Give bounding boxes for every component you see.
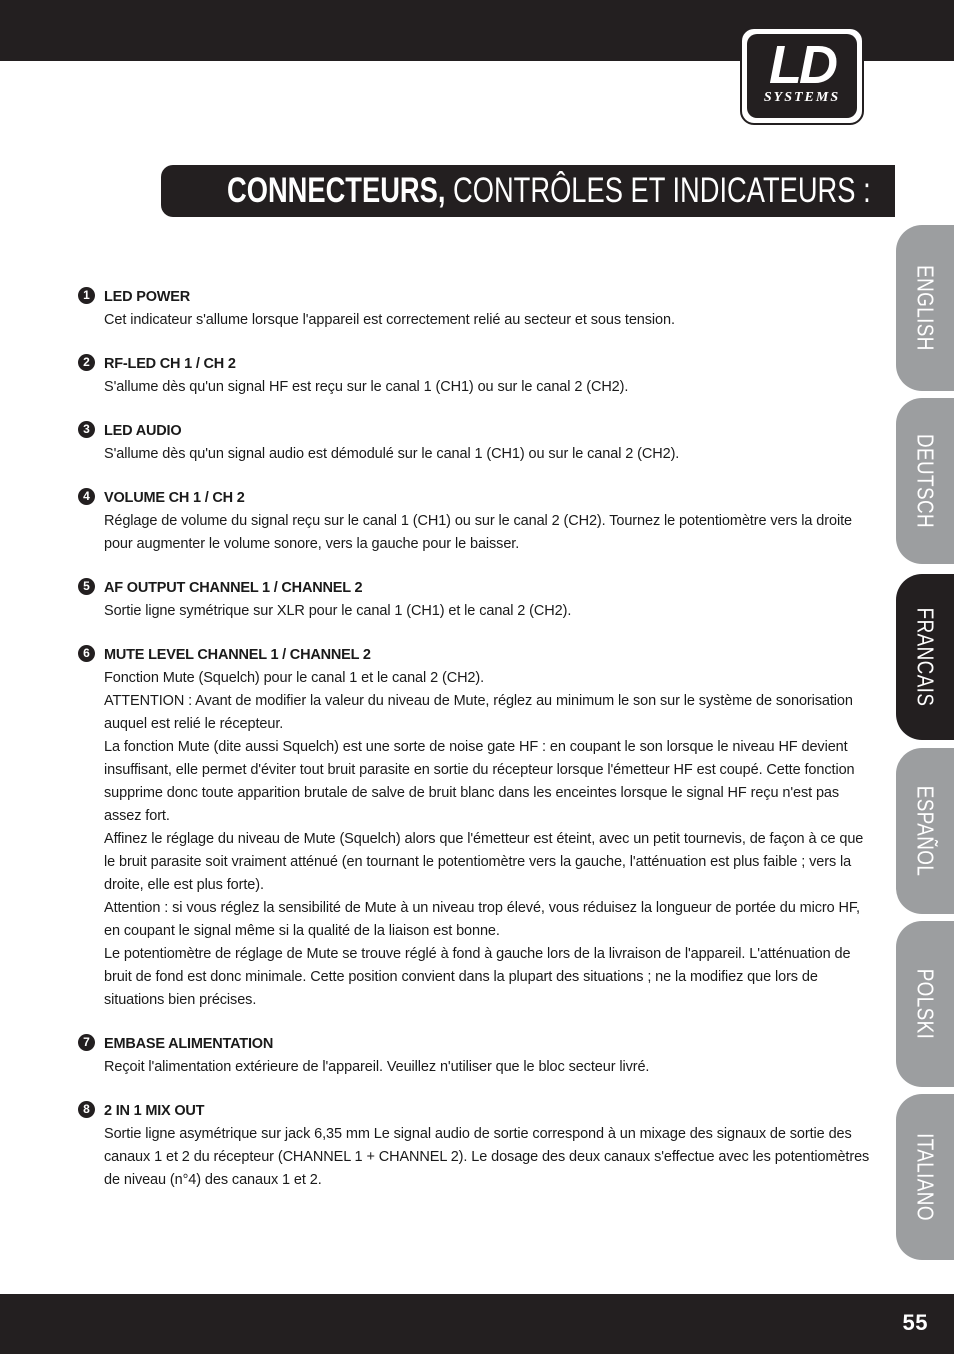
item-title: EMBASE ALIMENTATION <box>104 1036 274 1052</box>
item-description <box>104 309 878 332</box>
logo-subtitle: SYSTEMS <box>763 90 841 105</box>
item-description <box>104 443 878 466</box>
list-item <box>78 420 878 466</box>
list-item <box>78 353 878 399</box>
page-number: 55 <box>902 1310 928 1335</box>
item-title: MUTE LEVEL CHANNEL 1 / CHANNEL 2 <box>104 647 371 663</box>
language-tab-english[interactable] <box>896 225 954 391</box>
list-item <box>78 487 878 556</box>
list-item <box>78 1033 878 1079</box>
item-title: RF-LED CH 1 / CH 2 <box>104 356 236 372</box>
item-number-badge: 6 <box>78 645 95 662</box>
item-description <box>104 376 878 399</box>
list-item <box>78 644 878 1012</box>
item-paragraph: Fonction Mute (Squelch) pour le canal 1 et le canal 2 (CH2). <box>104 670 485 686</box>
controls-list <box>78 286 878 1213</box>
language-tab-español[interactable] <box>896 748 954 914</box>
item-paragraph: La fonction Mute (dite aussi Squelch) est une sorte de noise gate HF : en coupant le son lorsque le niveau HF devient insuffisant, elle permet d'éviter tout bruit parasite en sortie du récepteur lorsque l'émetteur HF est coupé. Cette fonction supprime donc toute apparition brutale de salve de bruit blanc dans les enceintes lorsque le signal HF reçu n'est pas assez fort. <box>104 739 855 824</box>
language-tab-label: FRANCAIS <box>912 607 939 707</box>
language-tab-label: DEUTSCH <box>912 433 939 529</box>
item-number-badge: 1 <box>78 287 95 304</box>
page-title-light: CONTRÔLES ET INDICATEURS : <box>445 171 871 210</box>
language-tab-label: ENGLISH <box>912 265 939 351</box>
item-paragraph: Affinez le réglage du niveau de Mute (Squelch) alors que l'émetteur est éteint, avec un petit tournevis, de façon à ce que le bruit parasite soit vraiment atténué (en tournant le potentiomètre vers la gauche, l'atténuation est plus faible ; vers la droite, elle est plus forte). <box>104 831 864 893</box>
item-description <box>104 510 878 556</box>
language-tab-deutsch[interactable] <box>896 398 954 564</box>
item-paragraph: S'allume dès qu'un signal audio est démodulé sur le canal 1 (CH1) ou sur le canal 2 (CH2). <box>104 446 680 462</box>
item-paragraph: ATTENTION : Avant de modifier la valeur du niveau de Mute, réglez au minimum le son sur le système de sonorisation auquel est relié le récepteur. <box>104 693 853 732</box>
language-tab-francais[interactable] <box>896 574 954 740</box>
item-paragraph: Sortie ligne symétrique sur XLR pour le canal 1 (CH1) et le canal 2 (CH2). <box>104 603 572 619</box>
bottom-bar <box>0 1294 954 1354</box>
logo-badge <box>747 34 857 118</box>
list-item <box>78 577 878 623</box>
item-number-badge: 5 <box>78 578 95 595</box>
page-title-bold: CONNECTEURS, <box>227 171 446 210</box>
section-title-bar <box>161 165 895 217</box>
item-description <box>104 1056 878 1079</box>
item-description <box>104 600 878 623</box>
item-number-badge: 3 <box>78 421 95 438</box>
item-title: LED POWER <box>104 289 191 305</box>
list-item <box>78 286 878 332</box>
item-description <box>104 667 878 1012</box>
language-tab-italiano[interactable] <box>896 1094 954 1260</box>
item-description <box>104 1123 878 1192</box>
item-title: VOLUME CH 1 / CH 2 <box>104 490 245 506</box>
item-title: 2 IN 1 MIX OUT <box>104 1103 205 1119</box>
item-paragraph: Réglage de volume du signal reçu sur le canal 1 (CH1) ou sur le canal 2 (CH2). Tournez le potentiomètre vers la droite pour augmenter le volume sonore, vers la gauche pour le baisser. <box>104 513 852 552</box>
logo-mark: LD <box>769 35 835 95</box>
item-number-badge: 4 <box>78 488 95 505</box>
item-title: LED AUDIO <box>104 423 182 439</box>
item-title: AF OUTPUT CHANNEL 1 / CHANNEL 2 <box>104 580 363 596</box>
item-paragraph: S'allume dès qu'un signal HF est reçu sur le canal 1 (CH1) ou sur le canal 2 (CH2). <box>104 379 629 395</box>
language-tab-polski[interactable] <box>896 921 954 1087</box>
ld-systems-logo <box>740 27 864 125</box>
item-paragraph: Sortie ligne asymétrique sur jack 6,35 mm Le signal audio de sortie correspond à un mixage des signaux de sortie des canaux 1 et 2 du récepteur (CHANNEL 1 + CHANNEL 2). Le dosage des deux canaux s'effectue avec les potentiomètres de niveau (n°4) des canaux 1 et 2. <box>104 1126 870 1188</box>
language-tab-label: POLSKI <box>912 968 939 1040</box>
list-item <box>78 1100 878 1192</box>
language-tab-label: ESPAÑOL <box>912 785 939 877</box>
language-tab-label: ITALIANO <box>912 1133 939 1221</box>
item-number-badge: 8 <box>78 1101 95 1118</box>
item-paragraph: Le potentiomètre de réglage de Mute se trouve réglé à fond à gauche lors de la livraison de l'appareil. L'atténuation de bruit de fond est donc minimale. Cette position convient dans la plupart des situations ; ne la modifiez que lors de situations bien précises. <box>104 946 851 1008</box>
item-paragraph: Cet indicateur s'allume lorsque l'appareil est correctement relié au secteur et sous tension. <box>104 312 675 328</box>
item-number-badge: 2 <box>78 354 95 371</box>
item-paragraph: Reçoit l'alimentation extérieure de l'appareil. Veuillez n'utiliser que le bloc secteur livré. <box>104 1059 650 1075</box>
item-number-badge: 7 <box>78 1034 95 1051</box>
item-paragraph: Attention : si vous réglez la sensibilité de Mute à un niveau trop élevé, vous réduisez la longueur de portée du micro HF, en coupant le signal même si la qualité de la liaison est bonne. <box>104 900 860 939</box>
page-title <box>227 171 871 211</box>
